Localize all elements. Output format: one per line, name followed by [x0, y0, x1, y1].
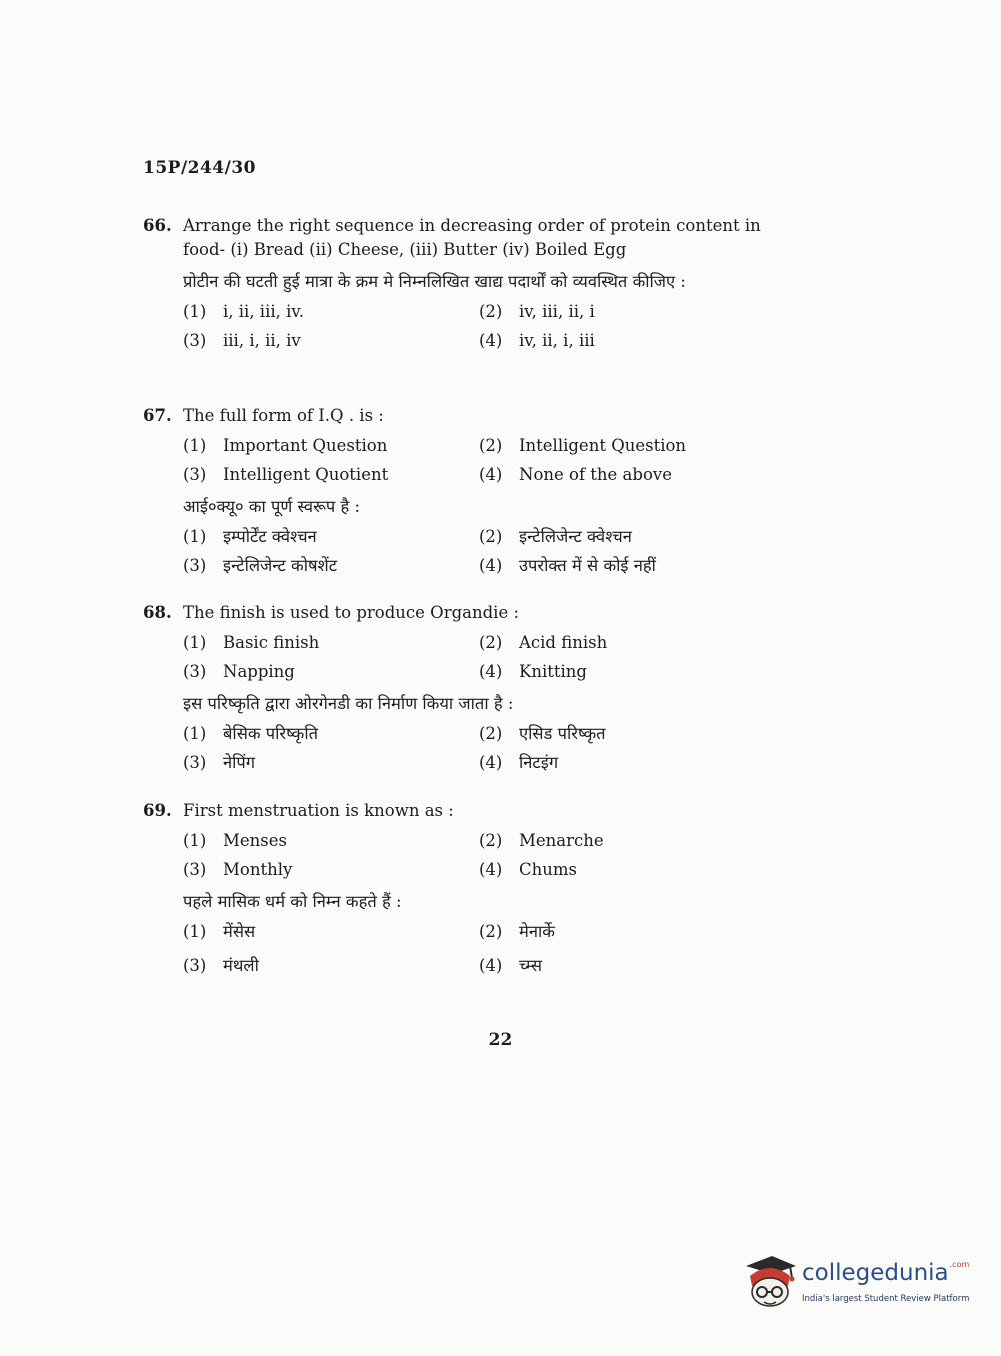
collegedunia-logo — [742, 1252, 972, 1312]
options-en — [143, 434, 783, 487]
page-number: 22 — [488, 1030, 513, 1050]
question-text-en: The full form of I.Q . is : — [183, 406, 384, 425]
option: (1) बेसिक परिष्कृति — [183, 724, 319, 743]
option: (1) इम्पोर्टेंट क्वेश्चन — [183, 527, 317, 546]
question-text-hi: इस परिष्कृति द्वारा ओरगेनडी का निर्माण किया जाता है : — [183, 694, 514, 713]
question-text-hi: आई०क्यू० का पूर्ण स्वरूप है : — [183, 497, 361, 516]
option: (2) Intelligent Question — [479, 436, 687, 455]
option: (3) Monthly — [183, 860, 293, 879]
option: (1) Menses — [183, 831, 287, 850]
option: (2) इन्टेलिजेन्ट क्वेश्चन — [479, 527, 632, 546]
option: (2) Menarche — [479, 831, 604, 850]
question-text-hi: प्रोटीन की घटती हुई मात्रा के क्रम मे निम्नलिखित खाद्य पदार्थों को व्यवस्थित कीजिए : — [183, 272, 686, 291]
option: (1) i, ii, iii, iv. — [183, 302, 305, 321]
question-number: 66. — [143, 216, 172, 235]
logo-wordmark: collegedunia$^{.com}$ — [802, 1260, 970, 1286]
option: (4) iv, ii, i, iii — [479, 331, 595, 350]
option: (3) नेपिंग — [183, 753, 256, 772]
paper-code: 15P/244/30 — [143, 158, 257, 178]
question-text-en: Arrange the right sequence in decreasing order of protein content in food- (i) Bread (ii) Cheese, (iii) Butter (iv) Boiled Egg — [183, 216, 761, 259]
question-text-hi: पहले मासिक धर्म को निम्न कहते हैं : — [183, 892, 402, 911]
option: (4) None of the above — [479, 465, 672, 484]
question-66 — [143, 214, 783, 353]
option: (4) Chums — [479, 860, 577, 879]
option: (2) मेनार्के — [479, 922, 555, 941]
option: (4) Knitting — [479, 662, 587, 681]
options-en — [143, 631, 783, 684]
question-number: 67. — [143, 406, 172, 425]
option: (3) Napping — [183, 662, 295, 681]
mascot-icon — [742, 1252, 798, 1310]
option: (3) Intelligent Quotient — [183, 465, 389, 484]
question-67 — [143, 404, 783, 578]
option: (1) Basic finish — [183, 633, 320, 652]
option: (4) निटइंग — [479, 753, 559, 772]
options-hi — [143, 722, 783, 775]
option: (2) iv, iii, ii, i — [479, 302, 595, 321]
options-en — [143, 829, 783, 882]
options-hi — [143, 920, 783, 978]
option: (2) Acid finish — [479, 633, 608, 652]
question-number: 69. — [143, 801, 172, 820]
question-number: 68. — [143, 603, 172, 622]
option: (2) एसिड परिष्कृत — [479, 724, 606, 743]
logo-tagline: India's largest Student Review Platform — [802, 1294, 970, 1304]
option: (3) मंथली — [183, 956, 259, 975]
option: (1) मेंसेस — [183, 922, 256, 941]
option: (1) Important Question — [183, 436, 388, 455]
options-hi — [143, 525, 783, 578]
option: (3) iii, i, ii, iv — [183, 331, 301, 350]
logo-suffix: .com — [949, 1260, 970, 1269]
question-68 — [143, 601, 783, 775]
question-text-en: First menstruation is known as : — [183, 801, 454, 820]
option: (3) इन्टेलिजेन्ट कोषशेंट — [183, 556, 338, 575]
question-text-en: The finish is used to produce Organdie : — [183, 603, 520, 622]
options-en — [143, 300, 783, 353]
question-69 — [143, 799, 783, 978]
option: (4) उपरोक्त में से कोई नहीं — [479, 556, 656, 575]
option: (4) च्म्स — [479, 956, 543, 975]
